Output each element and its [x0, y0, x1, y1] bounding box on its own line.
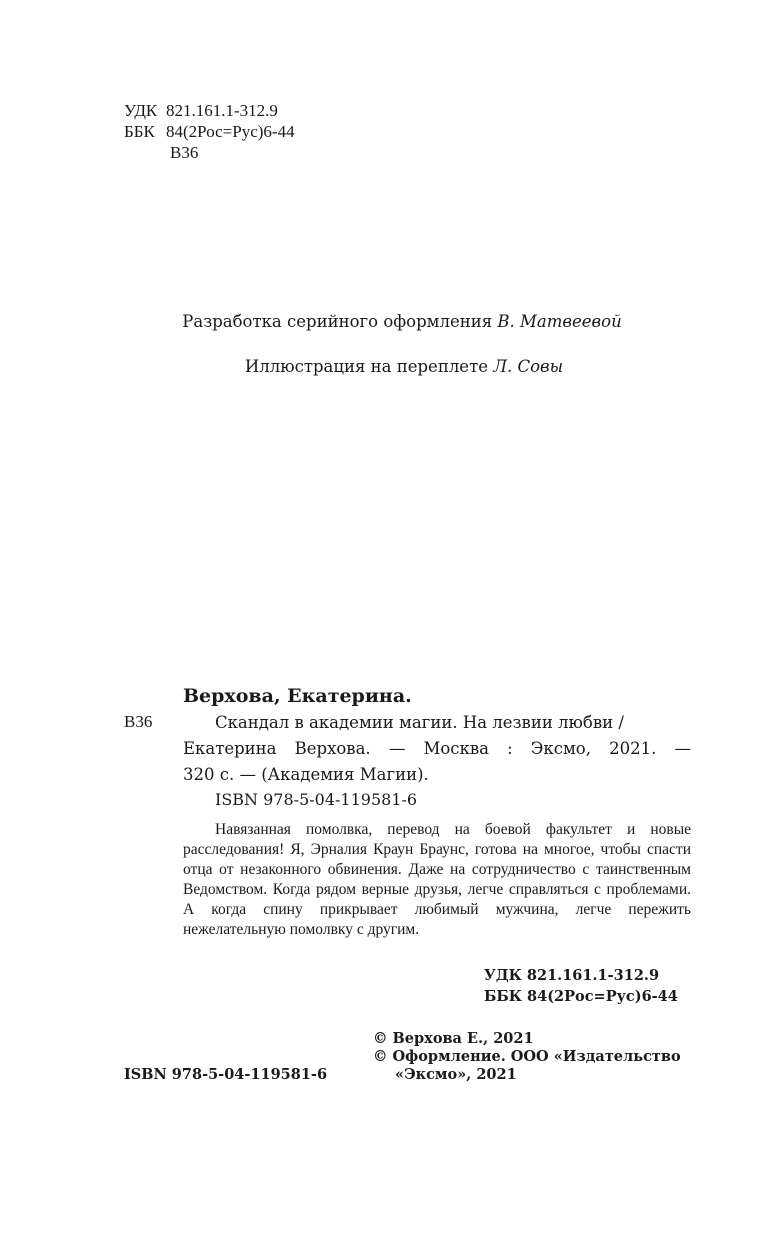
classification-block: [124, 100, 295, 163]
annotation: [183, 820, 691, 940]
illustration-credit: [20, 357, 768, 376]
udk-row: [124, 100, 295, 121]
bbk-value: 84(2Рос=Рус)6-44: [166, 122, 295, 141]
design-credit-name: В. Матвеевой: [497, 312, 622, 331]
bbk-row: [124, 121, 295, 142]
design-credit: [18, 312, 768, 331]
copyright-block: [373, 1030, 681, 1084]
author-mark: В36: [170, 143, 199, 162]
udk-value: 821.161.1-312.9: [166, 101, 278, 120]
footer-bbk: ББК 84(2Рос=Рус)6-44: [484, 988, 678, 1005]
bib-author-mark: В36: [124, 712, 153, 731]
illustration-credit-text: Иллюстрация на переплете: [244, 357, 488, 376]
bib-line-1: Скандал в академии магии. На лезвии любви /: [215, 713, 624, 732]
bbk-label: ББК: [124, 122, 155, 141]
bibliographic-description: [183, 710, 691, 788]
design-credit-text: Разработка серийного оформления: [182, 312, 493, 331]
udk-label: УДК: [124, 101, 158, 120]
footer-isbn: ISBN 978-5-04-119581-6: [124, 1066, 328, 1083]
annotation-text: Навязанная помолвка, перевод на боевой факультет и новые расследования! Я, Эрналия Краун Браунс, готова на многое, чтобы спасти отца от незаконного обвинения. Даже на сотрудничество с таинственным Ведомством. Когда рядом верные друзья, легче справляться с проблемами. А когда спину прикрывает любимый мужчина, легче пережить нежелательную помолвку с другим.: [183, 821, 691, 938]
isbn-line: ISBN 978-5-04-119581-6: [215, 790, 418, 809]
copyright-publisher: «Эксмо», 2021: [395, 1066, 517, 1083]
author-heading: Верхова, Екатерина.: [183, 685, 412, 707]
footer-classification: [484, 965, 678, 1007]
bib-line-3: 320 с. — (Академия Магии).: [183, 765, 429, 784]
illustration-credit-name: Л. Совы: [493, 357, 564, 376]
copyright-design: © Оформление. ООО «Издательство: [373, 1048, 681, 1065]
copyright-author: © Верхова Е., 2021: [373, 1030, 534, 1047]
bib-line-2: Екатерина Верхова. — Москва : Эксмо, 2021. —: [183, 739, 691, 758]
footer-udk: УДК 821.161.1-312.9: [484, 967, 660, 984]
